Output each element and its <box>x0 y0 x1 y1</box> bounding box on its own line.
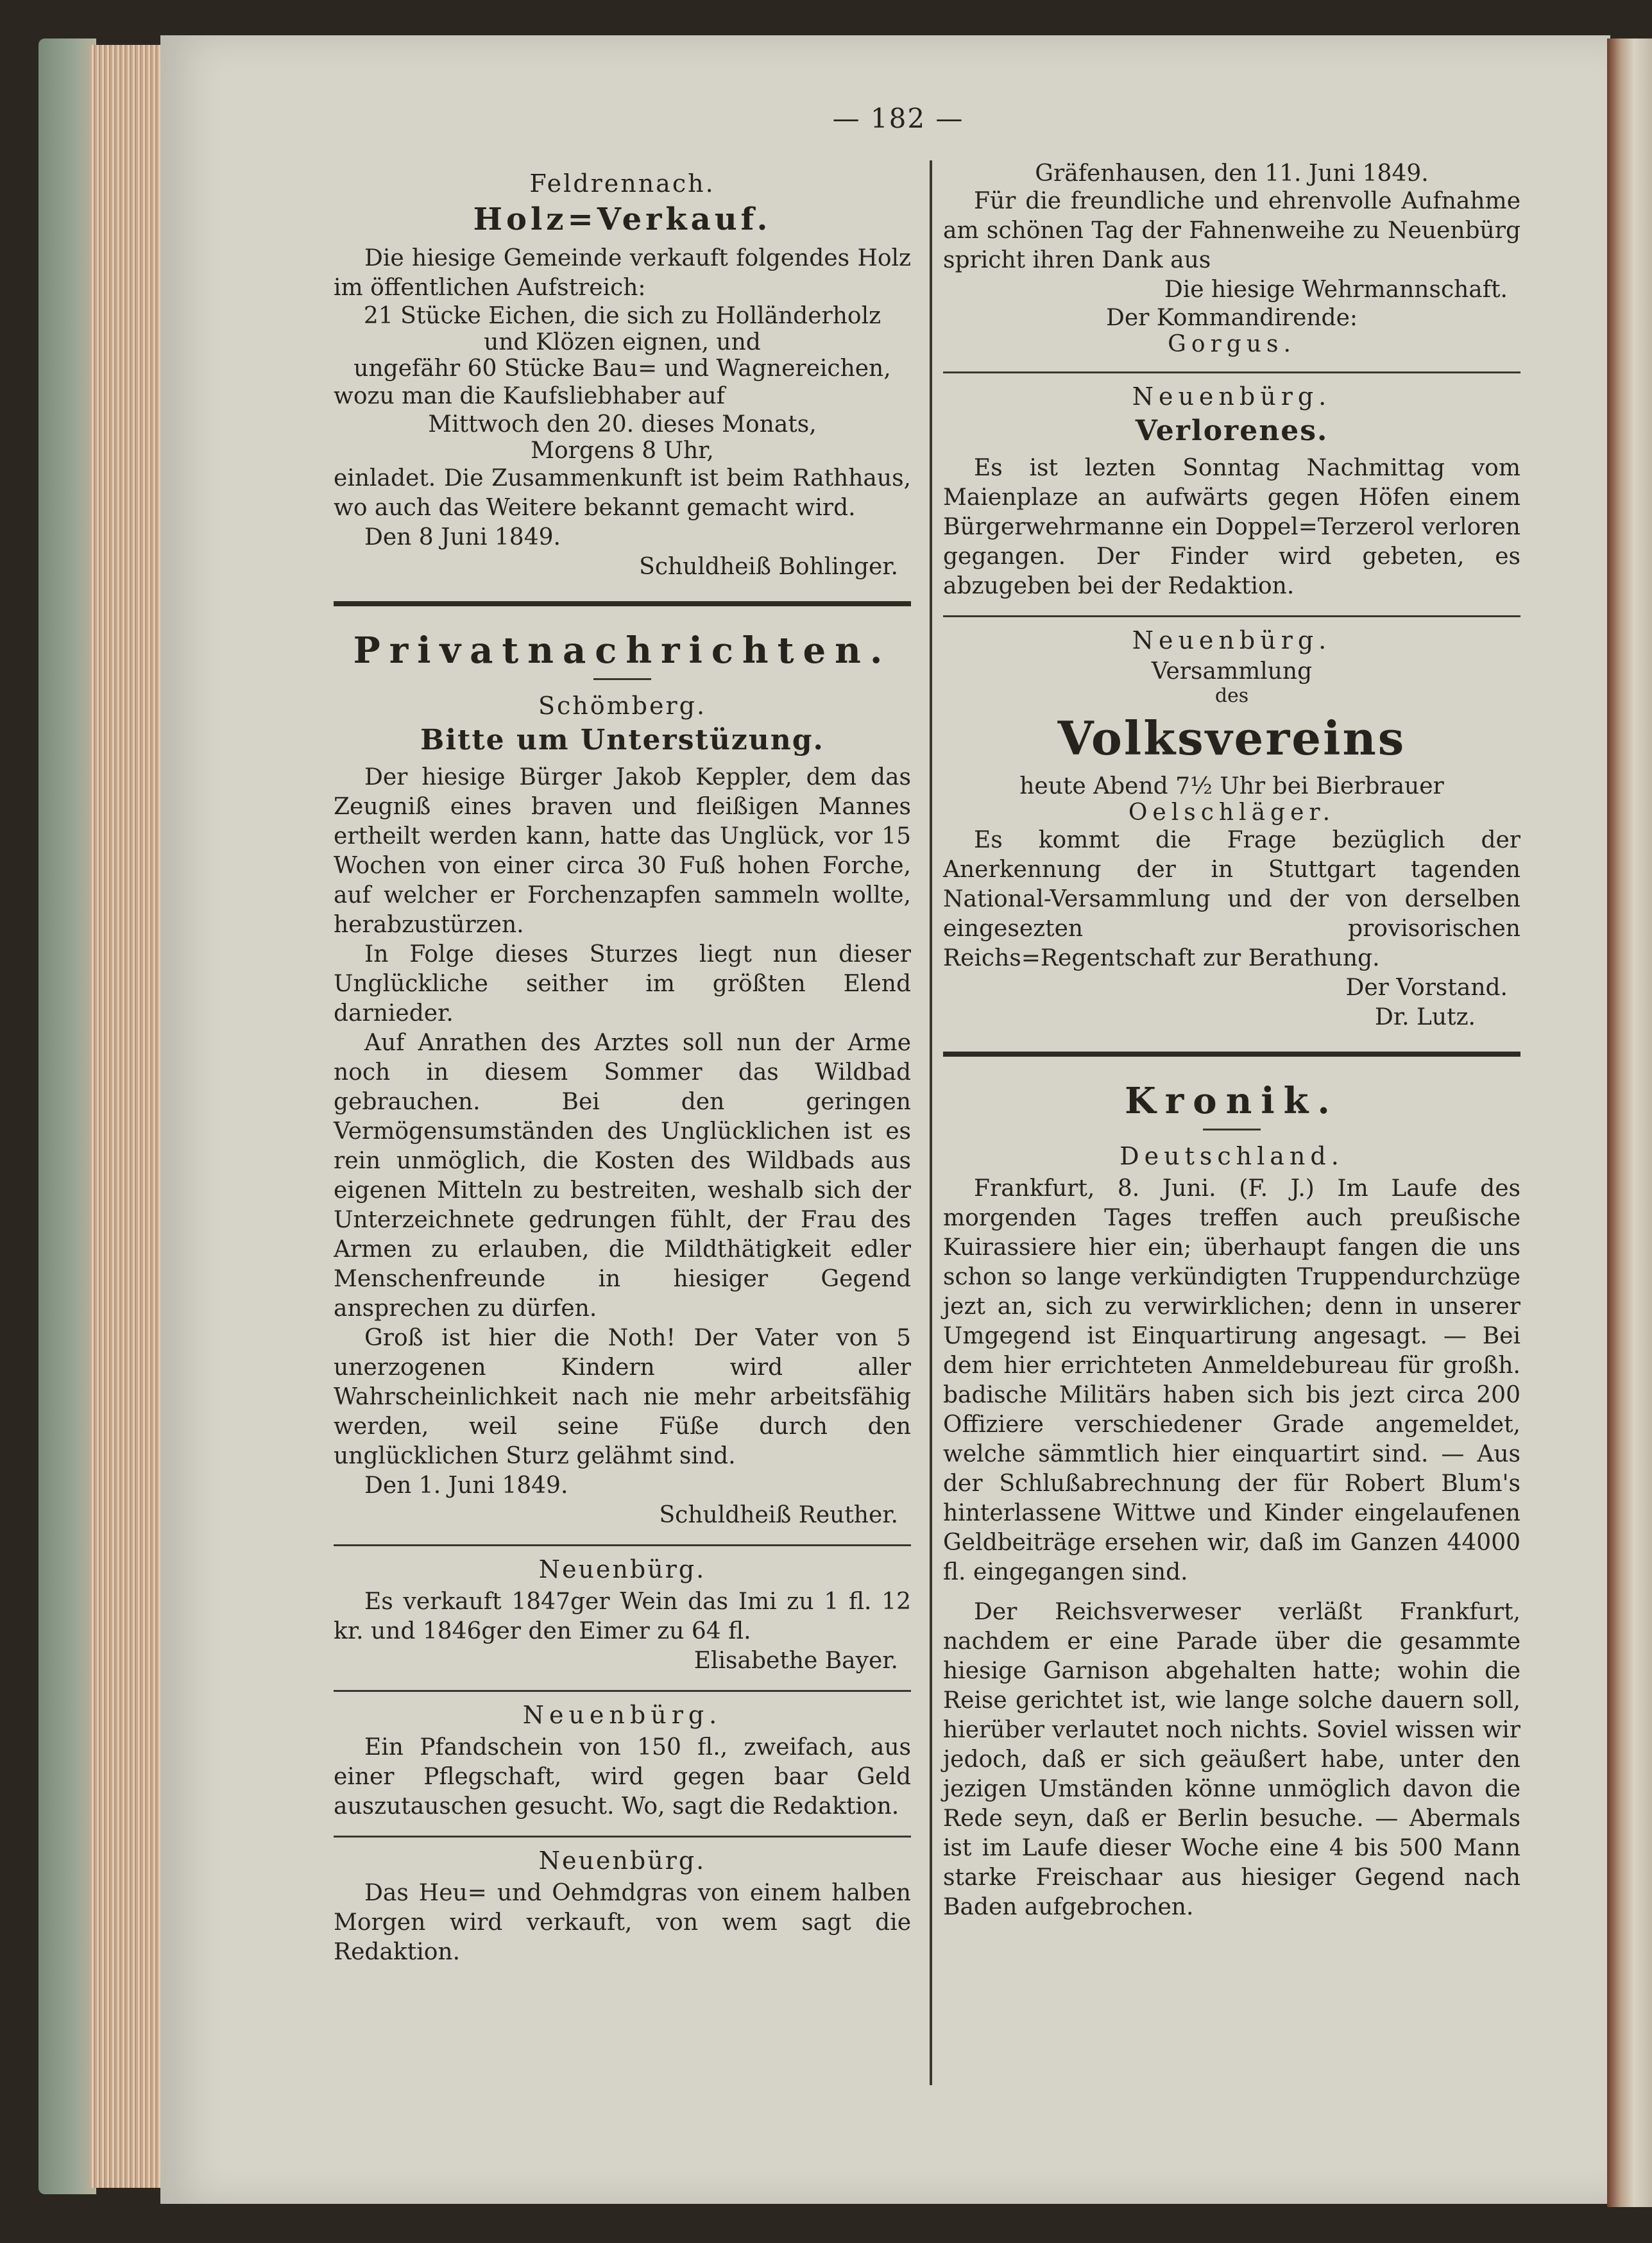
notice-place: Neuenbürg. <box>1132 382 1332 411</box>
notice-heu <box>334 1846 911 1967</box>
notice-place: Neuenbürg. <box>1132 626 1332 654</box>
notice-signature: Elisabethe Bayer. <box>694 1648 898 1674</box>
notice-text: Es kommt die Frage bezüglich der Anerkennung der in Stuttgart tagenden National-Versammlung und der von derselben eingesezten provisorischen Reichs=Regentschaft zur Berathung. <box>943 827 1520 971</box>
section-title: Privatnachrichten. <box>353 629 892 672</box>
notice-place: Neuenbürg. <box>522 1701 722 1729</box>
section-rule <box>334 601 911 606</box>
notice-signature: Schuldheiß Bohlinger. <box>639 554 898 580</box>
right-column <box>943 160 1520 1922</box>
notice-place: Neuenbürg. <box>538 1846 706 1875</box>
notice-place: Neuenbürg. <box>538 1555 706 1583</box>
notice-rule <box>943 615 1520 617</box>
chronicle <box>943 1142 1520 1922</box>
notice-line: Mittwoch den 20. dieses Monats, <box>428 411 817 438</box>
notice-place: Feldrennach. <box>529 169 715 198</box>
notice-line: wozu man die Kaufsliebhaber auf <box>334 383 725 409</box>
notice-paragraph: In Folge dieses Sturzes liegt nun dieser Unglückliche seither im größten Elend darnieder. <box>334 941 911 1027</box>
notice-line: und Klözen eignen, und <box>484 329 761 355</box>
notice-rule <box>943 371 1520 373</box>
notice-place: Schömberg. <box>538 692 707 720</box>
notice-place-date: Gräfenhausen, den 11. Juni 1849. <box>1035 160 1429 187</box>
book-spine <box>38 38 96 2194</box>
notice-text: Es verkauft 1847ger Wein das Imi zu 1 fl. 12 kr. und 1846ger den Eimer zu 64 fl. <box>334 1589 911 1644</box>
notice-big-title: Volksvereins <box>1057 711 1406 765</box>
notice-rule <box>334 1690 911 1692</box>
notice-host: Oelschläger. <box>1128 799 1336 826</box>
page-number: — 182 — <box>832 103 964 134</box>
notice-paragraph: Auf Anrathen des Arztes soll nun der Arme noch in diesem Sommer das Wildbad gebrauchen. Bei den geringen Vermögensumständen des Unglücklichen ist es rein unmöglich, die Kosten des Wildbads aus eigenen Mitteln zu bestreiten, weshalb sich der Unterzeichnete gedrungen fühlt, der Frau des Armen zu erlauben, die Mildthätigkeit edler Menschenfreunde in hiesiger Gegend ansprechen zu dürfen. <box>334 1030 911 1322</box>
notice-signature: Der Vorstand. <box>1345 975 1508 1001</box>
paragraph-gap <box>943 1587 1520 1598</box>
short-rule <box>1203 1129 1261 1130</box>
notice-date: Den 8 Juni 1849. <box>364 524 561 550</box>
notice-signature: Schuldheiß Reuther. <box>659 1502 898 1528</box>
notice-line: Morgens 8 Uhr, <box>531 438 714 464</box>
notice-danksagung <box>943 160 1520 357</box>
notice-text: Das Heu= und Oehmdgras von einem halben Morgen wird verkauft, von wem sagt die Redaktion. <box>334 1880 911 1965</box>
notice-time: heute Abend 7½ Uhr bei Bierbrauer <box>1019 773 1444 799</box>
notice-volksverein <box>943 626 1520 1032</box>
facing-page-edge <box>1607 38 1652 2207</box>
notice-pfandschein <box>334 1701 911 1821</box>
notice-date: Den 1. Juni 1849. <box>364 1472 568 1499</box>
notice-wein <box>334 1555 911 1676</box>
notice-paragraph: Der hiesige Bürger Jakob Keppler, dem das Zeugniß eines braven und fleißigen Mannes ertheilt werden kann, hatte das Unglück, vor 15 Wochen von einer circa 30 Fuß hohen Forche, auf welcher er Forchenzapfen sammeln wollte, herabzustürzen. <box>334 764 911 938</box>
notice-title: Bitte um Unterstüzung. <box>420 724 824 756</box>
page-edges <box>90 45 167 2188</box>
notice-line: ungefähr 60 Stücke Bau= und Wagnereichen, <box>353 355 891 382</box>
notice-holz-verkauf <box>334 169 911 582</box>
chronicle-paragraph: Frankfurt, 8. Juni. (F. J.) Im Laufe des morgenden Tages treffen auch preußische Kuirassiere hier ein; überhaupt fangen die uns schon so lange verkündigten Truppendurchzüge jezt an, sich zu verwirklichen; denn in unserer Umgegend ist Einquartirung angesagt. — Bei dem hier errichteten Anmeldebureau für großh. badische Militärs haben sich bis jezt circa 200 Offiziere verschiedener Grade angemeldet, welche sämmtlich hier einquartirt sind. — Aus der Schlußabrechnung der für Robert Blum's hinterlassene Wittwe und Kinder eingelaufenen Geldbeiträge ersehen wir, daß im Ganzen 44000 fl. eingegangen sind. <box>943 1175 1520 1585</box>
notice-bitte <box>334 692 911 1530</box>
notice-text: Die hiesige Gemeinde verkauft folgendes Holz im öffentlichen Aufstreich: <box>334 245 911 301</box>
notice-rule <box>334 1836 911 1838</box>
notice-text: Es ist lezten Sonntag Nachmittag vom Maienplaze an aufwärts gegen Höfen einem Bürgerwehrmanne ein Doppel=Terzerol verloren gegangen. Der Finder wird gebeten, es abzugeben bei der Redaktion. <box>943 455 1520 599</box>
chronicle-paragraph: Der Reichsverweser verläßt Frankfurt, nachdem er eine Parade über die gesammte hiesige Garnison abgehalten hatte; wohin die Reise gerichtet ist, wie lange solche dauern soll, hierüber verlautet noch nichts. Soviel wissen wir jedoch, daß er sich geäußert habe, unter den jezigen Umständen könne unmöglich davon die Rede seyn, daß er Berlin besuche. — Abermals ist im Laufe dieser Woche eine 4 bis 500 Mann starke Freischaar aus hiesiger Gegend nach Baden aufgebrochen. <box>943 1599 1520 1920</box>
notice-title-line: des <box>1214 685 1249 707</box>
notice-line: 21 Stücke Eichen, die sich zu Holländerholz <box>363 303 881 329</box>
section-rule <box>943 1052 1520 1057</box>
notice-text: einladet. Die Zusammenkunft ist beim Rathhaus, wo auch das Weitere bekannt gemacht wird. <box>334 465 911 521</box>
left-column <box>334 160 911 1967</box>
notice-title: Verlorenes. <box>1135 414 1329 447</box>
notice-text: Für die freundliche und ehrenvolle Aufnahme am schönen Tag der Fahnenweihe zu Neuenbürg spricht ihren Dank aus <box>943 188 1520 273</box>
column-divider <box>930 160 932 2085</box>
section-title: Kronik. <box>1125 1080 1339 1122</box>
notice-signature: Gorgus. <box>1168 331 1296 357</box>
notice-rule <box>334 1544 911 1546</box>
notice-text: Ein Pfandschein von 150 fl., zweifach, aus einer Pflegschaft, wird gegen baar Geld auszutauschen gesucht. Wo, sagt die Redaktion. <box>334 1734 911 1820</box>
notice-title: Holz=Verkauf. <box>473 201 772 237</box>
notice-signature: Dr. Lutz. <box>1375 1004 1476 1030</box>
short-rule <box>593 678 651 680</box>
notice-verlorenes <box>943 382 1520 601</box>
notice-title-line: Versammlung <box>1151 658 1313 685</box>
notice-signature: Die hiesige Wehrmannschaft. <box>1164 277 1508 303</box>
chronicle-subhead: Deutschland. <box>1120 1142 1344 1170</box>
notice-signature: Der Kommandirende: <box>1105 305 1358 331</box>
notice-paragraph: Groß ist hier die Noth! Der Vater von 5 unerzogenen Kindern wird aller Wahrscheinlichkeit nach nie mehr arbeitsfähig werden, weil seine Füße durch den unglücklichen Sturz gelähmt sind. <box>334 1325 911 1469</box>
